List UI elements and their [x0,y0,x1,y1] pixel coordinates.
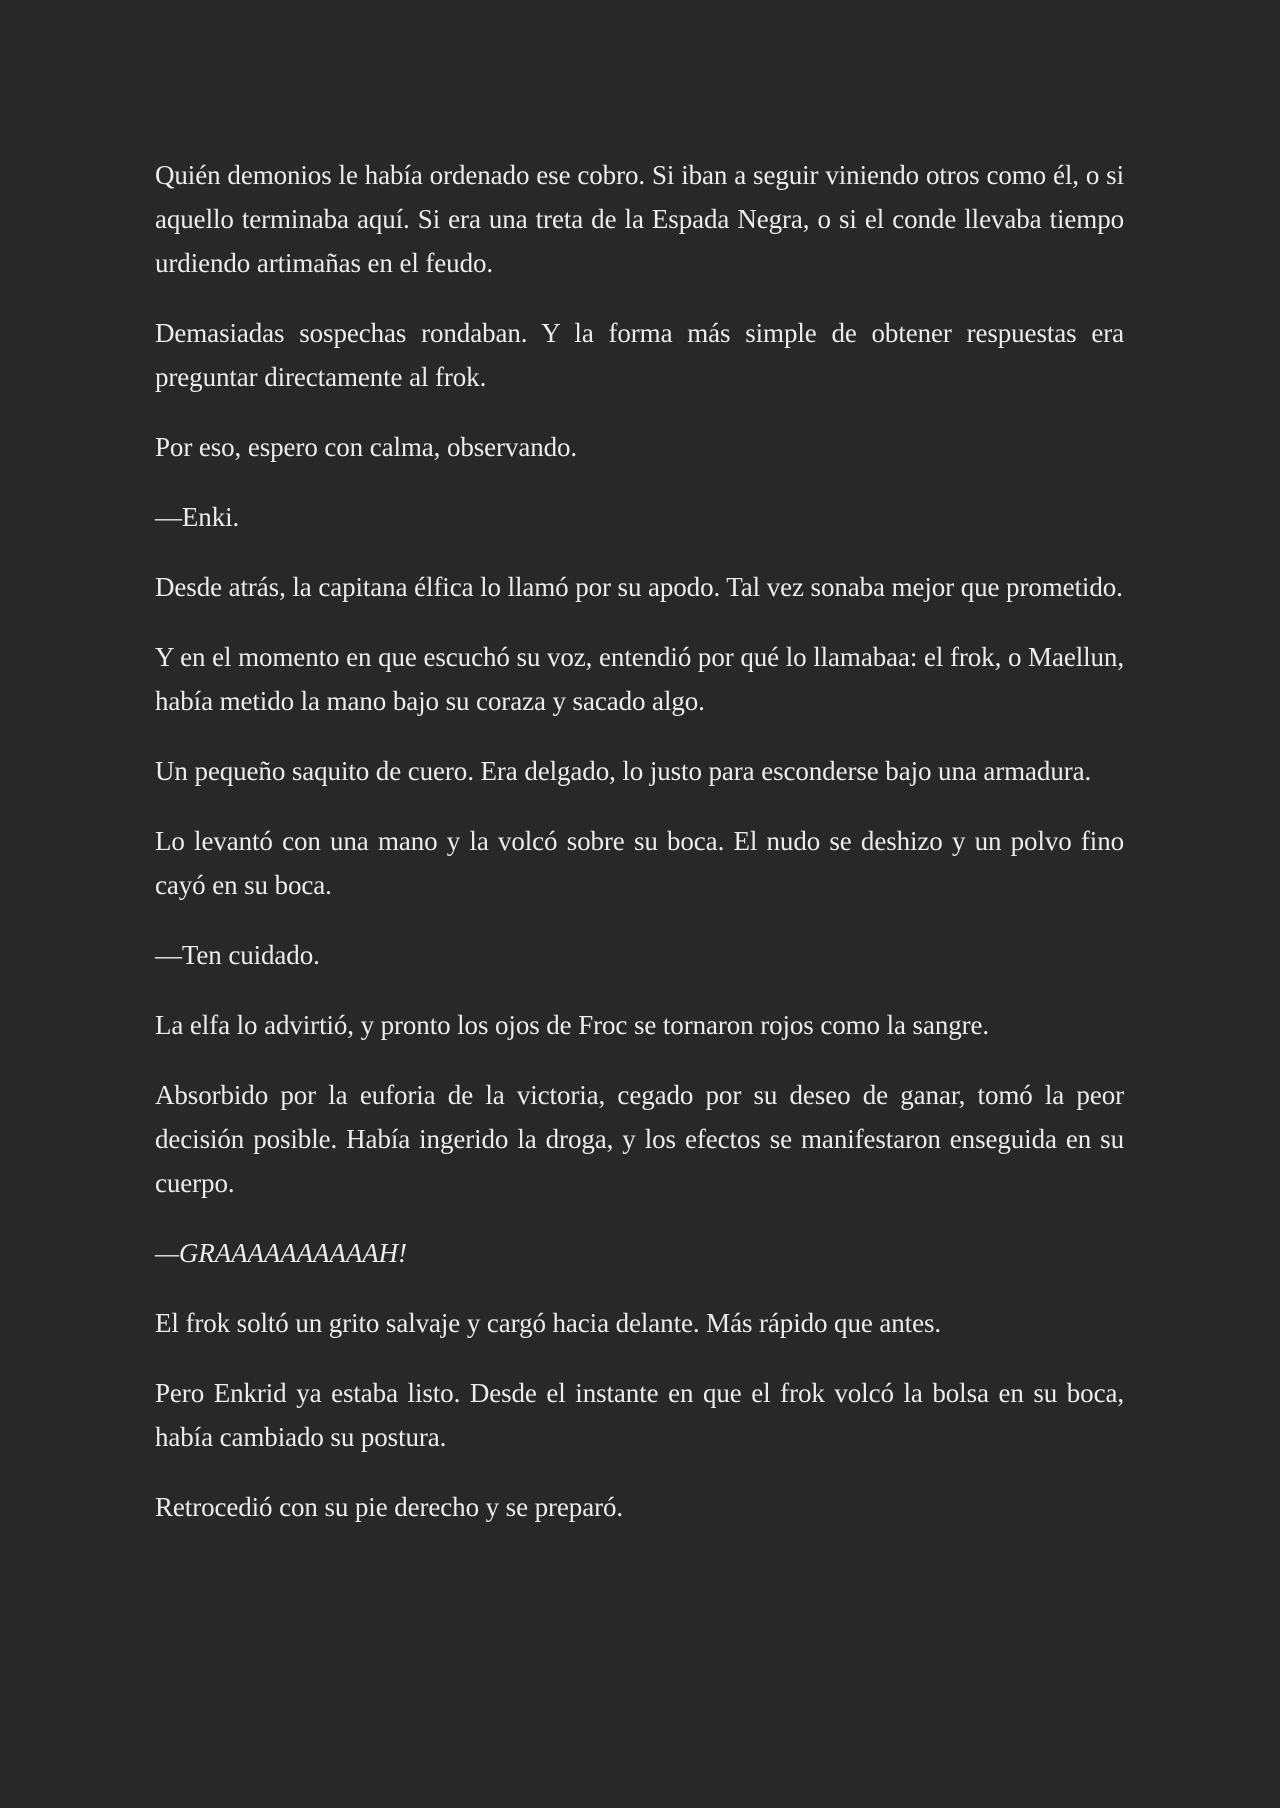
paragraph: Absorbido por la euforia de la victoria, cegado por su deseo de ganar, tomó la peor decisión posible. Había ingerido la droga, y los efectos se manifestaron enseguida en su cuerpo. [155,1080,1124,1198]
paragraph: La elfa lo advirtió, y pronto los ojos de Froc se tornaron rojos como la sangre. [155,1010,990,1040]
paragraph: El frok soltó un grito salvaje y cargó hacia delante. Más rápido que antes. [155,1308,942,1338]
paragraph: Quién demonios le había ordenado ese cobro. Si iban a seguir viniendo otros como él, o si aquello terminaba aquí. Si era una treta de la Espada Negra, o si el conde llevaba tiempo urdiendo artimañas en el feudo. [155,160,1124,278]
paragraph: Lo levantó con una mano y la volcó sobre su boca. El nudo se deshizo y un polvo fino cayó en su boca. [155,826,1124,900]
paragraph: Pero Enkrid ya estaba listo. Desde el instante en que el frok volcó la bolsa en su boca, había cambiado su postura. [155,1378,1124,1452]
chapter-body [155,153,1124,1529]
paragraph: Un pequeño saquito de cuero. Era delgado, lo justo para esconderse bajo una armadura. [155,756,1092,786]
paragraph: Desde atrás, la capitana élfica lo llamó por su apodo. Tal vez sonaba mejor que prometido. [155,572,1123,602]
paragraph: Demasiadas sospechas rondaban. Y la forma más simple de obtener respuestas era preguntar directamente al frok. [155,318,1124,392]
paragraph: Retrocedió con su pie derecho y se preparó. [155,1492,624,1522]
paragraph: Por eso, espero con calma, observando. [155,432,578,462]
dialogue-line: —Ten cuidado. [155,940,320,970]
dialogue-line-shout: —GRAAAAAAAAAAH! [155,1238,407,1268]
dialogue-line: —Enki. [155,502,240,532]
paragraph: Y en el momento en que escuchó su voz, entendió por qué lo llamabaa: el frok, o Maellun, había metido la mano bajo su coraza y sacado algo. [155,642,1124,716]
